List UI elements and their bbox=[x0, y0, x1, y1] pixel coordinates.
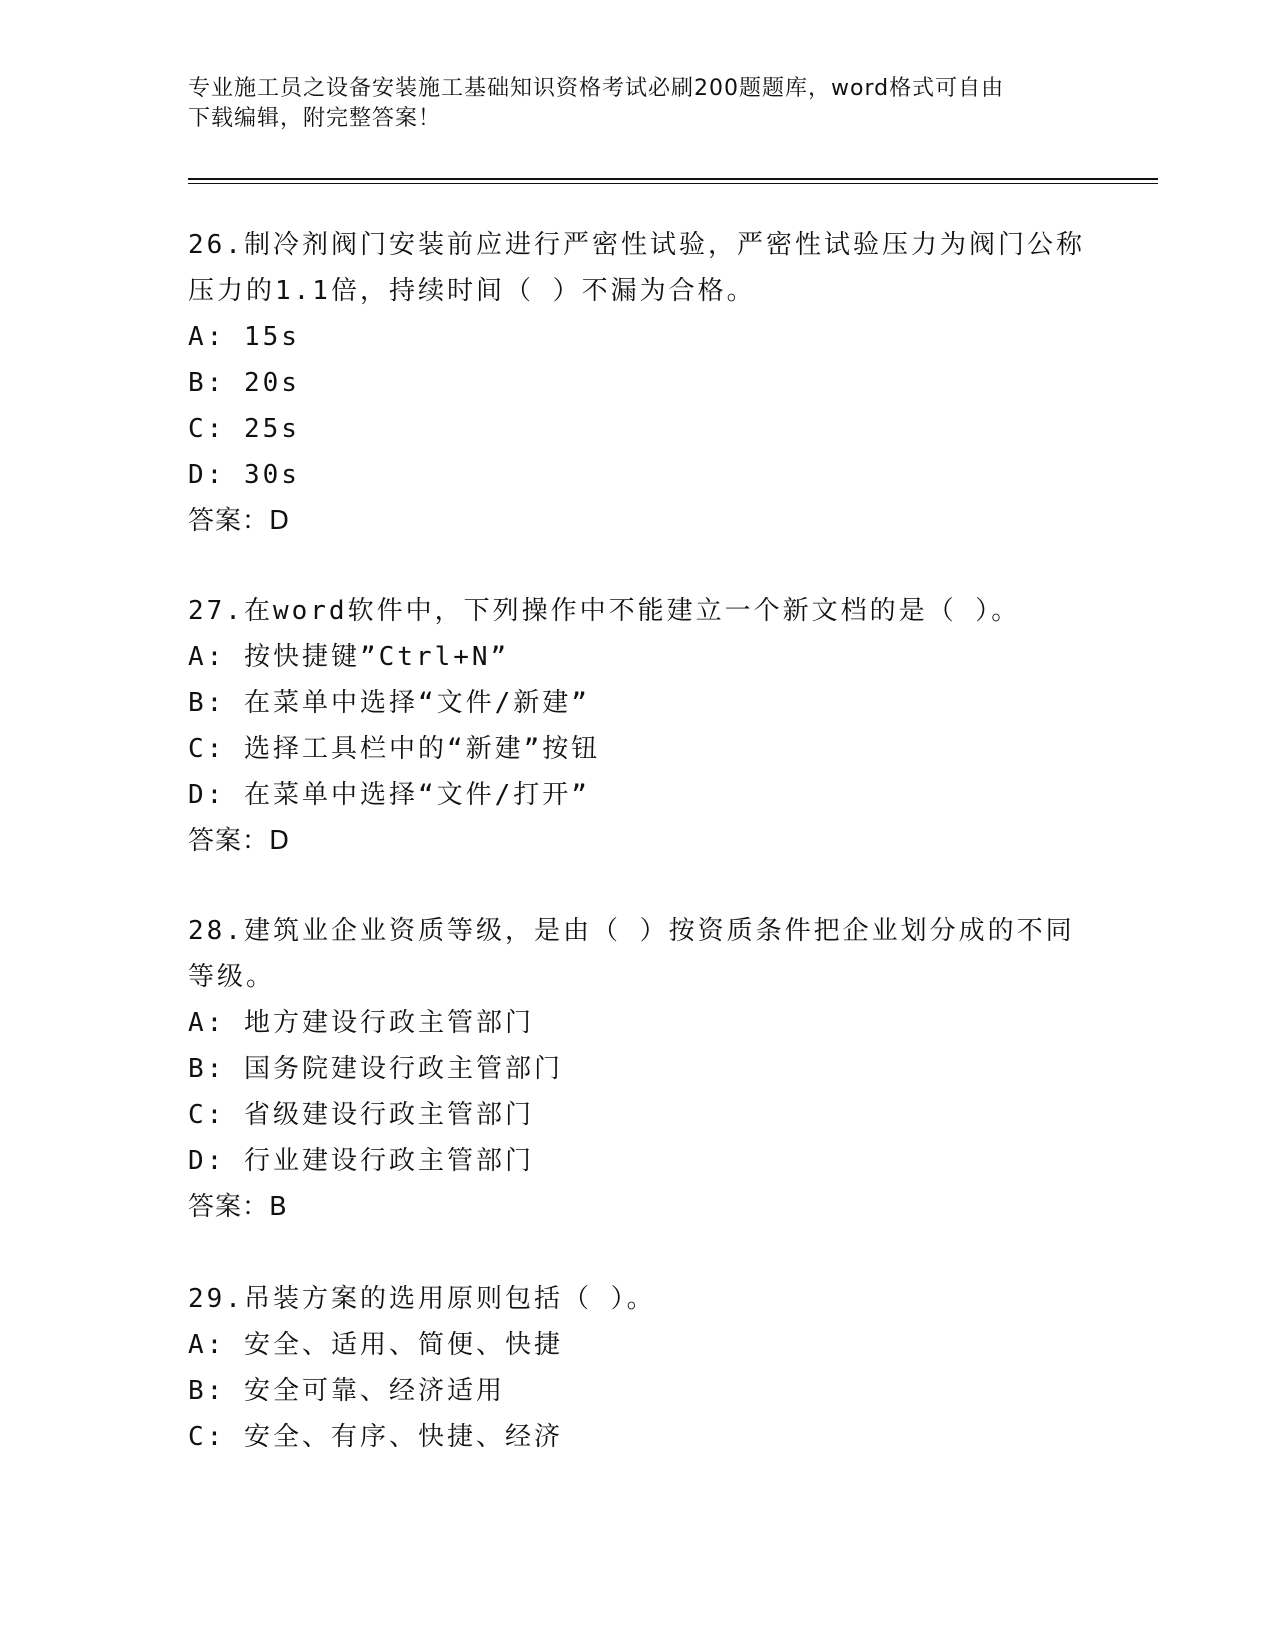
option-b: B: 国务院建设行政主管部门 bbox=[188, 1054, 563, 1084]
option-c: C: 25s bbox=[188, 414, 300, 444]
option-a: A: 地方建设行政主管部门 bbox=[188, 1008, 534, 1038]
question-stem: 压力的1.1倍，持续时间（ ）不漏为合格。 bbox=[188, 276, 756, 306]
option-c: C: 省级建设行政主管部门 bbox=[188, 1100, 534, 1130]
question-stem: 26.制冷剂阀门安装前应进行严密性试验，严密性试验压力为阀门公称 bbox=[188, 230, 1085, 260]
question-26 bbox=[188, 222, 1088, 544]
option-a: A: 按快捷键”Ctrl+N” bbox=[188, 642, 510, 672]
option-a: A: 安全、适用、简便、快捷 bbox=[188, 1330, 563, 1360]
question-stem: 28.建筑业企业资质等级，是由（ ）按资质条件把企业划分成的不同 bbox=[188, 916, 1075, 946]
option-b: B: 安全可靠、经济适用 bbox=[188, 1376, 505, 1406]
header-line-1: 专业施工员之设备安装施工基础知识资格考试必刷200题题库，word格式可自由 bbox=[188, 76, 1005, 101]
option-d: D: 在菜单中选择“文件/打开” bbox=[188, 780, 590, 810]
question-stem: 等级。 bbox=[188, 962, 276, 992]
option-d: D: 30s bbox=[188, 460, 300, 490]
option-c: C: 选择工具栏中的“新建”按钮 bbox=[188, 734, 601, 764]
header-divider bbox=[188, 178, 1158, 184]
answer: 答案：D bbox=[188, 506, 291, 536]
option-d: D: 行业建设行政主管部门 bbox=[188, 1146, 534, 1176]
question-stem: 29.吊装方案的选用原则包括（ ）。 bbox=[188, 1284, 656, 1314]
answer: 答案：D bbox=[188, 826, 291, 856]
answer: 答案：B bbox=[188, 1192, 288, 1222]
document-header bbox=[188, 74, 1088, 134]
option-a: A: 15s bbox=[188, 322, 300, 352]
header-line-2: 下载编辑，附完整答案！ bbox=[188, 106, 442, 131]
question-27 bbox=[188, 588, 1088, 864]
option-b: B: 在菜单中选择“文件/新建” bbox=[188, 688, 590, 718]
question-stem: 27.在word软件中，下列操作中不能建立一个新文档的是（ ）。 bbox=[188, 596, 1021, 626]
question-28 bbox=[188, 908, 1088, 1230]
option-b: B: 20s bbox=[188, 368, 300, 398]
question-29 bbox=[188, 1276, 1088, 1460]
option-c: C: 安全、有序、快捷、经济 bbox=[188, 1422, 563, 1452]
